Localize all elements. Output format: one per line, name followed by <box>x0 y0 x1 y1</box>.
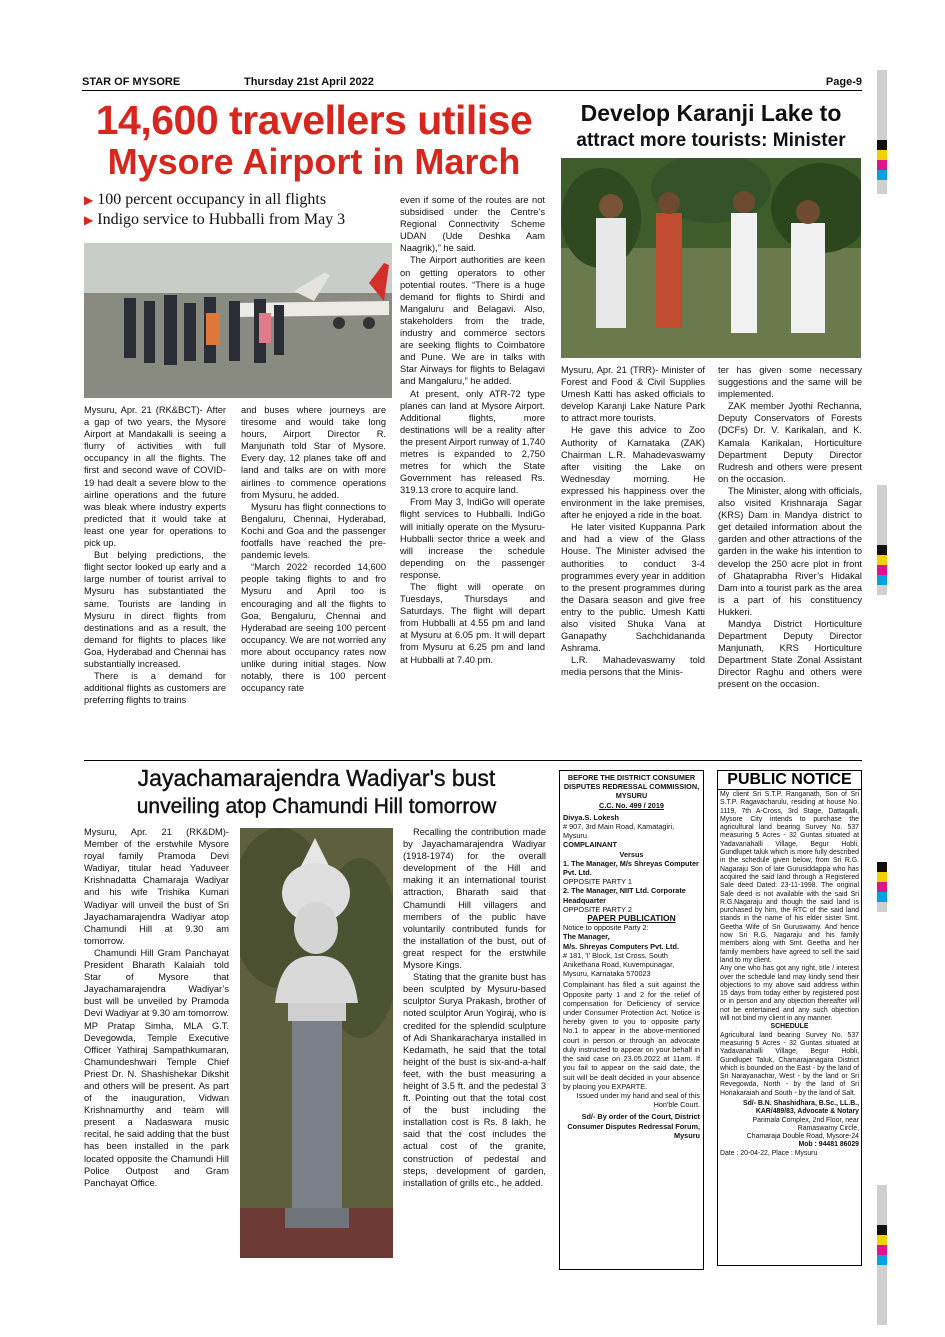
advocate-name: Sd/- B.N. Shashidhara, B.Sc., LL.B., <box>742 1099 859 1107</box>
issued-line: Issued under my hand and seal of this Hon'ble Court. <box>576 1090 700 1110</box>
bust-photo <box>240 828 393 1258</box>
party-1: 1. The Manager, M/s Shreyas Computer Pvt. Ltd. <box>563 858 699 878</box>
notice-to: Notice to opposite Party 2: <box>563 923 649 933</box>
manager-label: The Manager, <box>563 932 610 942</box>
story2-headline-2: attract more tourists: Minister <box>576 130 846 151</box>
story1-column-1: Mysuru, Apr. 21 (RK&BCT)- After a gap of two years, the Mysore Airport at Mandakalli is seeing a flurry of activities with full occupancy in all the flights. The first and second wave of COVID-19 had dealt a severe blow to the airline operations and the future was bleak where industry experts predicted that it would take at least one year for operations to pick up. But belying predictions, the flight sector looked up early and a large number of tourist arrival to Mysuru has substantiated the same. Tourists are landing in Mysuru in direct flights from destinations and as a result, the demand for flights to places like Goa, Hyderabad and Chennai has substantially increased. There is a demand for additional flights as customers are preferring flights to trains <box>84 405 226 706</box>
story1-column-2: and buses where journeys are tiresome and would take long hours, Airport Director R. Manjunath told Star of Mysore. Every day, 12 planes take off and land and talks are on with more airlines to commence operations from Mysuru, he added. Mysuru has flight connections to Bengaluru, Chennai, Hyderabad, Kochi and Goa and the passenger footfalls have reached the pre-pandemic levels. “March 2022 recorded 14,600 people taking flights to and fro Mysuru and April too is encouraging and all the flights to Goa, Bengaluru, Chennai and Hyderabad are seeing 100 percent occupancy. We are not worried any more about occupancy rates now unlike during initial stages. Now notably, there is 100 percent occupancy rate <box>241 405 386 694</box>
story1-headline-2: Mysore Airport in March <box>107 141 521 182</box>
page-number: Page-9 <box>825 76 862 88</box>
party-2-label: OPPOSITE PARTY 2 <box>563 904 632 914</box>
consumer-court-notice <box>559 770 704 1270</box>
schedule-title: SCHEDULE <box>770 1023 809 1031</box>
story1-headline-1: 14,600 travellers utilise <box>95 97 533 143</box>
minister-photo <box>561 158 861 358</box>
complainant-name: Divya.S. Lokesh <box>563 812 619 822</box>
advocate-mobile: Mob : 94481 86029 <box>798 1141 859 1149</box>
court-signature: Sd/- By order of the Court, District Consumer Disputes Redressal Forum, Mysuru <box>567 1112 700 1140</box>
advocate-address-1: Parimala Complex, 2nd Floor, near <box>752 1116 859 1124</box>
bullet-item: ▶ 100 percent occupancy in all flights <box>84 191 327 208</box>
notice-title: BEFORE THE DISTRICT CONSUMER DISPUTES REDRESSAL COMMISSION, MYSURU <box>563 773 700 801</box>
story3-headline-2: unveiling atop Chamundi Hill tomorrow <box>136 795 497 818</box>
triangle-icon: ▶ <box>84 213 94 227</box>
complainant-label: COMPLAINANT <box>563 840 617 850</box>
notice-body: Complainant has filed a suit against the Opposite party 1 and 2 for the relief of compensation for Deficiency of service under Consumer Protection Act. Notice is hereby given to you to opposite party No.1 to appear in the above-mentioned court in person or through an advocate duly instructed to appear on your behalf in the said case on 23.05.2022 at 11am. If you fail to appear on the said date, the suit will be dealt decided in your absence by placing you EXPARTE. <box>563 980 700 1091</box>
story2-column-1: Mysuru, Apr. 21 (TRR)- Minister of Forest and Food & Civil Supplies Umesh Katti has asked officials to develop Karanji Lake Nature Park to attract more tourists. He gave this advice to Zoo Authority of Karnataka (ZAK) Chairman L.R. Mahadevaswamy after visiting the Lake on Wednesday morning. He expressed his happiness over the environment in the lake premises, after he enjoyed a ride in the boat. He later visited Kuppanna Park and had a view of the Glass House. The Minister advised the authorities to conduct 3-4 programmes every year in addition to the present programmes during the Dasara season and give free entry to the public. Umesh Katti also visited Shuka Vana at Ganapathy Sachchidananda Ashrama. L.R. Mahadevaswamy told media persons that the Minis- <box>561 365 705 678</box>
masthead <box>82 76 862 91</box>
public-notice-body: My client Sri S.T.P. Ranganath, Son of Sri S.T.P. Ragavacharulu, residing at house No. 1119, 7th A-Cross, 3rd Stage, Dattagalli, Mysore City intends to purchase the agricultural land bearing Survey No. 537 measuring 5 Acres - 32 Guntas situated at Yadavanahalli Village, Begur Hobli, Gundlupet taluk which is more fully described in the schedule given below, from Sri R.G. Nagaraju Son of late Gurusiddappa who has acquired the said land through a Registered Sale deed Dated: 23-11-1998. The original Sale deed is not available with the said Sri R.G.Nagaraju and though the said land is purchased by him, the RTC of the said land stands in the name of his elder sister Smt. Geetha Wife of Sri Guruswamy. And hence now Sri R.G. Nagaraju and his family members along with Smt. Geetha and her family members have agreed to sell the said land to my client. <box>720 791 859 964</box>
paper-name: STAR OF MYSORE <box>82 76 181 88</box>
story3-headline-1: Jayachamarajendra Wadiyar's bust <box>137 765 496 791</box>
versus-label: Versus <box>619 849 644 859</box>
story1-column-3: even if some of the routes are not subsidised under the Centre’s Regional Connectivity Scheme UDAN (Ude Deshka Aam Naagrik),” he said. The Airport authorities are keen on getting operators to other potential routes. “There is a huge demand for flights to Shirdi and Mangaluru and Belagavi. Also, stakeholders from the trade, industry and commerce sectors are seeking flights to Coimbatore and Pune. We are in talks with Star Airways for flights to Belagavi and Mangaluru,” he added. At present, only ATR-72 type planes can land at Mysore Airport. Additional flights, more destinations will be a reality after the present Airport runway of 1,740 metres is expanded to 2,750 metres for which the State Government has released Rs. 319.13 crore to acquire land. From May 3, IndiGo will operate flight services to Hubballi. IndiGo will initially operate on the Mysuru-Hubballi sector thrice a week and will increase the schedule depending on the passenger response. The flight will operate on Tuesdays, Thursdays and Saturdays. The flight will depart from Hubballi at 4.55 pm and land at Mysuru at 6.05 pm. It will depart from Mysuru at 6.25 pm and land at Hubballi at 7.40 pm. <box>400 195 545 665</box>
public-notice-objections: Any one who has got any right, title / interest over the schedule land may kindly send their objections to my above said address within 15 days from today either by registered post or in person and any objection thereafter will not be entertained and any such objection will not bind my client in any manner. <box>720 965 859 1023</box>
schedule-body: Agricultural land bearing Survey No. 537 measuring 5 Acres - 32 Guntas situated at Yadavanahalli Village, Begur Hobli, Gundlupet Taluk, Chamarajanagara District which is bounded on the East - by the land of Sri Narayanachar, West - by the land or Sri Revegowda, North - by the land of Sri Honakaraiah and South - by the land of Salt. <box>720 1031 859 1097</box>
party-2: 2. The Manager, NIIT Ltd. Corporate Headquarter <box>563 886 686 905</box>
advocate-registration: KAR/489/83, Advocate & Notary <box>755 1108 859 1116</box>
story2-column-2: ter has given some necessary suggestions and the same will be implemented. ZAK member Jyothi Rechanna, Deputy Conservators of Forests (DCFs) Dr. V. Karikalan, and K. Kamala Karikalan, Horticulture Department Deputy Director Rudresh and others were present on the occasion. The Minister, along with officials, also visited Krishnaraja Sagar (KRS) Dam in Mandya district to get detailed information about the garden and other attractions of the garden in the wake his intention to develop the 250 acre plot in front of Ghataprabha River’s Hidakal Dam into a tourist park as the area is a part of his constituency Hukkeri. Mandya District Horticulture Department Deputy Director Manjunath, KRS Horticulture Department State Zonal Assistant Director Raghu and others were present on the occasion. <box>718 365 862 690</box>
story3-column-1: Mysuru, Apr. 21 (RK&DM)- Member of the erstwhile Mysore royal family Pramoda Devi Wadiyar, titular head Yaduveer Krishnadatta Chamaraja Wadiyar and his wife Trishika Kumari Wadiyar will unveil the bust of Sri Jayachamarajendra Wadiyar atop Chamundi Hill at 9.30 am tomorrow. Chamundi Hill Gram Panchayat President Bharath Kalaiah told Star of Mysore that Jayachamarajendra Wadiyar’s bust will be unveiled by Pramoda Devi Wadiyar at 9.30 am tomorrow. MP Pratap Simha, MLA G.T. Devegowda, Temple Executive Officer Yathiraj Sampathkumaran, Chamundeshwari Temple Chief Priest Dr. N. Shashishekar Dikshit and others will be present. As part of the inauguration, Vidwan Krishnamurthy and team will present a Nadaswara music recital, he said adding that the bust has been installed in the park located opposite the Chamundi Hill Police Outpost and Gram Panchayat Office. <box>84 827 229 1188</box>
color-registration-strip <box>877 70 887 194</box>
color-registration-strip <box>877 862 887 912</box>
issue-date: Thursday 21st April 2022 <box>244 76 374 88</box>
date-place: Date : 20-04-22, Place : Mysuru <box>720 1149 818 1157</box>
public-notice-title: PUBLIC NOTICE <box>718 771 861 790</box>
color-registration-strip <box>877 485 887 595</box>
company-name: M/s. Shreyas Computers Pvt. Ltd. <box>563 941 679 951</box>
story1-bullets <box>84 190 394 230</box>
color-registration-strip <box>877 1185 887 1325</box>
bullet-item: ▶ Indigo service to Hubballi from May 3 <box>84 211 346 228</box>
case-number: C.C. No. 499 / 2019 <box>599 800 664 810</box>
story2-headline-1: Develop Karanji Lake to <box>580 100 842 126</box>
complainant-address: # 907, 3rd Main Road, Kamatagiri, Mysuru <box>563 822 675 841</box>
airport-photo <box>84 243 392 398</box>
advocate-address-2: Ramaswamy Circle, <box>797 1124 859 1132</box>
publication-title: PAPER PUBLICATION <box>587 913 676 924</box>
divider <box>84 760 862 761</box>
story3-column-3: Recalling the contribution made by Jayachamarajendra Wadiyar (1918-1974) for the overall development of the Hill and making it an international tourist attraction, Bharath said that Chamundi Hill villagers and members of the public have voluntarily contributed funds for the installation of the bust, out of great respect for the erstwhile Mysore Kings. Stating that the granite bust has been sculpted by Mysuru-based sculptor Surya Prakash, brother of noted sculptor Arun Yogiraj, who is credited for the splendid sculpture of Adi Shankaracharya installed in Kedarnath, he said that the total height of the bust is six-and-a-half feet, with the bust measuring a height of 3.5 ft. and the pedestal 3 ft. Pointing out that the total cost of the bust including the installation cost is Rs. 8 lakh, he said that the cost includes the actual cost of the granite, construction of pedestal and steps, development of garden, installation of grills etc., he added. <box>403 827 546 1188</box>
company-address: # 181, 'I' Block, 1st Cross, South Anikethana Road, Kuvempunagar, Mysuru, Karnataka 570023 <box>563 950 675 979</box>
public-notice <box>717 770 862 1266</box>
advocate-address-3: Chamaraja Double Road, Mysore-24 <box>746 1133 859 1141</box>
triangle-icon: ▶ <box>84 193 94 207</box>
party-1-label: OPPOSITE PARTY 1 <box>563 877 632 887</box>
